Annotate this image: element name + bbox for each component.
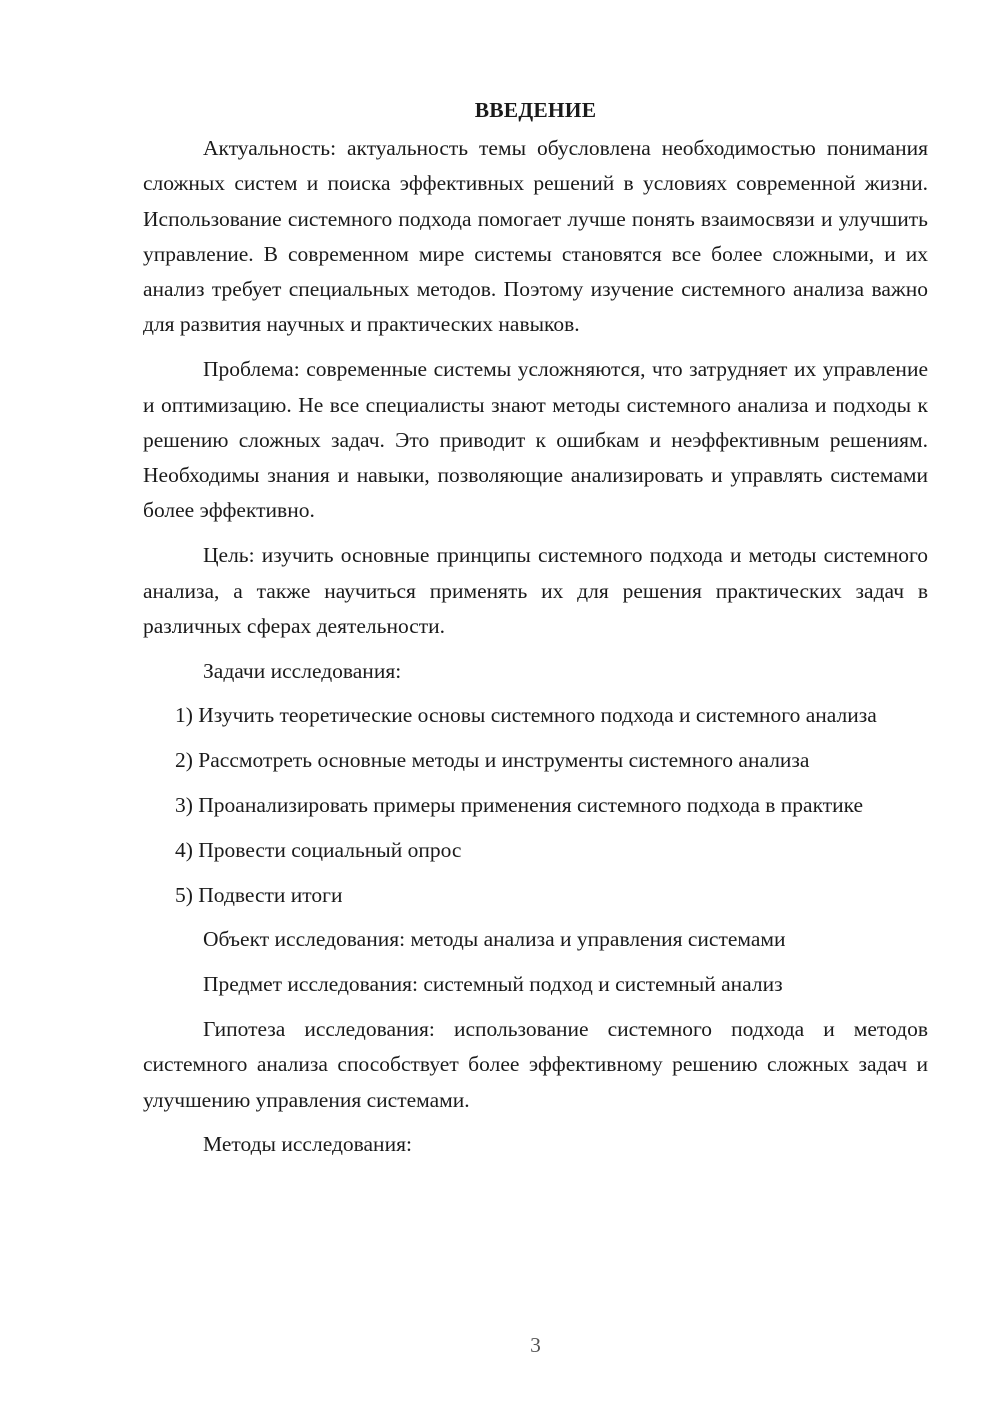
relevance-paragraph: Актуальность: актуальность темы обусловлена необходимостью понимания сложных систем и поиска эффективных решений в условиях современной жизни. Использование системного подхода помогает лучше понять взаимосвязи и улучшить управление. В современном мире системы становятся все более сложными, и их анализ требует специальных методов. Поэтому изучение системного анализа важно для развития научных и практических навыков. [143, 136, 928, 337]
section-title: ВВЕДЕНИЕ [474, 98, 597, 122]
research-subject: Предмет исследования: системный подход и системный анализ [203, 972, 783, 997]
research-hypothesis: Гипотеза исследования: использование системного подхода и методов системного анализа способствует более эффективному решению сложных задач и улучшению управления системами. [143, 1017, 928, 1112]
goal-paragraph: Цель: изучить основные принципы системного подхода и методы системного анализа, а также научиться применять их для решения практических задач в различных сферах деятельности. [143, 543, 928, 638]
tasks-heading: Задачи исследования: [203, 658, 402, 683]
research-methods: Методы исследования: [203, 1132, 412, 1157]
task-item-3: 3) Проанализировать примеры применения системного подхода в практике [175, 793, 864, 818]
document-page [143, 94, 928, 1172]
problem-paragraph: Проблема: современные системы усложняются, что затрудняет их управление и оптимизацию. Не все специалисты знают методы системного анализа и подходы к решению сложных задач. Это приводит к ошибкам и неэффективным решениям. Необходимы знания и навыки, позволяющие анализировать и управлять системами более эффективно. [143, 357, 928, 523]
page-number: 3 [530, 1333, 541, 1357]
task-item-1: 1) Изучить теоретические основы системного подхода и системного анализа [175, 703, 877, 728]
task-item-4: 4) Провести социальный опрос [175, 837, 462, 862]
task-item-5: 5) Подвести итоги [175, 882, 343, 907]
task-item-2: 2) Рассмотреть основные методы и инструменты системного анализа [175, 748, 810, 773]
research-object: Объект исследования: методы анализа и управления системами [203, 927, 786, 952]
